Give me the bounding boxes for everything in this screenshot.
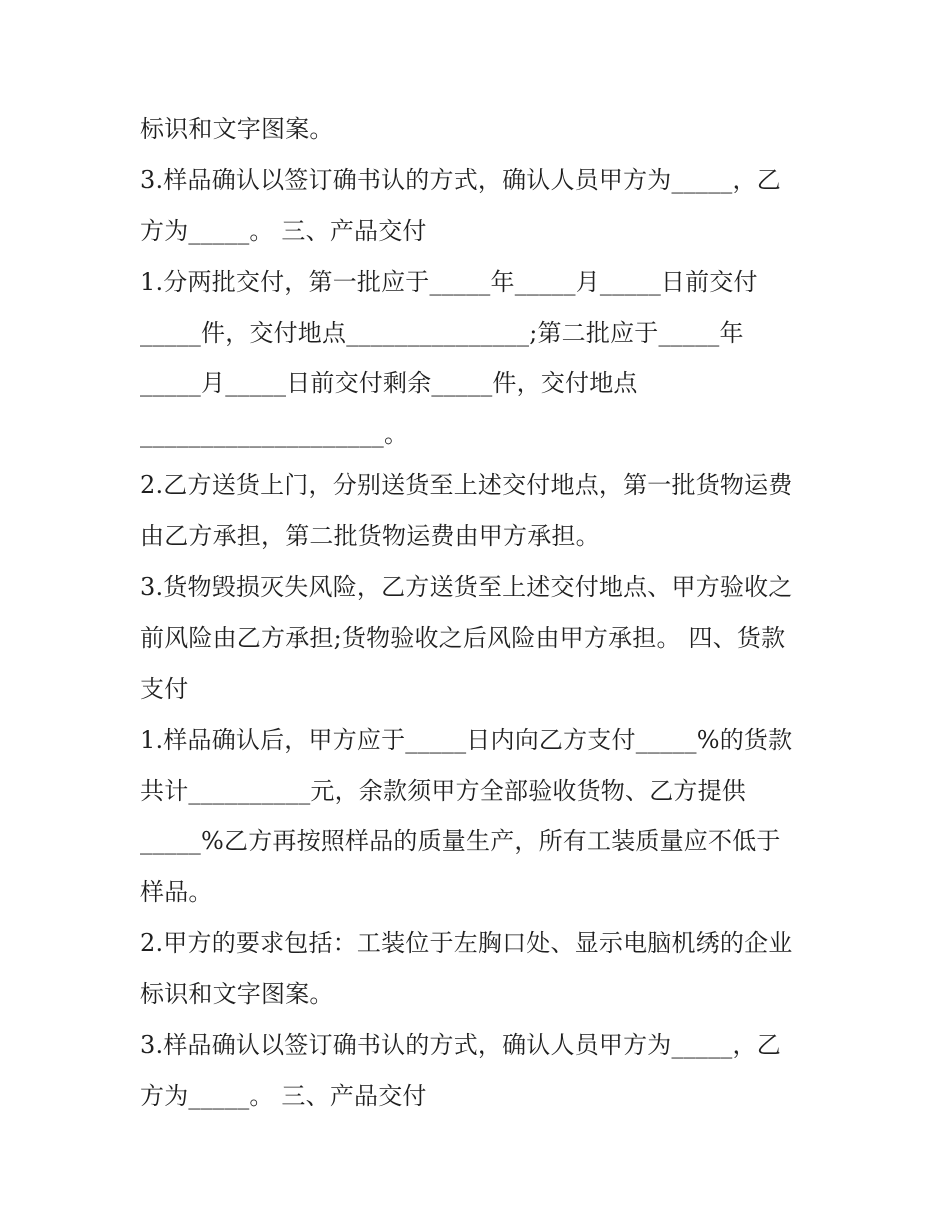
text-line: 前风险由乙方承担;货物验收之后风险由甲方承担。 四、货款 — [140, 623, 786, 652]
text-line: 标识和文字图案。 — [140, 980, 334, 1009]
text-line: 3.样品确认以签订确书认的方式，确认人员甲方为_____，乙 — [140, 165, 781, 194]
text-line: 共计__________元，余款须甲方全部验收货物、乙方提供 — [140, 776, 746, 805]
text-line: 样品。 — [140, 878, 213, 907]
text-line: _____月_____日前交付剩余_____件，交付地点 — [140, 369, 638, 398]
text-line: 3.货物毁损灭失风险，乙方送货至上述交付地点、甲方验收之 — [140, 573, 793, 602]
text-line: ____________________。 — [140, 420, 409, 449]
text-line: 2.乙方送货上门，分别送货至上述交付地点，第一批货物运费 — [140, 471, 793, 500]
text-line: _____%乙方再按照样品的质量生产，所有工装质量应不低于 — [140, 827, 781, 856]
text-line: _____件，交付地点_______________;第二批应于_____年 — [140, 318, 744, 347]
text-line: 方为_____。 三、产品交付 — [140, 1081, 427, 1110]
text-line: 标识和文字图案。 — [140, 115, 334, 143]
document-body — [140, 104, 820, 1122]
text-line: 方为_____。 三、产品交付 — [140, 216, 427, 245]
text-line: 支付 — [140, 674, 189, 703]
text-line: 2.甲方的要求包括：工装位于左胸口处、显示电脑机绣的企业 — [140, 929, 793, 958]
text-line: 3.样品确认以签订确书认的方式，确认人员甲方为_____，乙 — [140, 1031, 781, 1060]
text-line: 1.样品确认后，甲方应于_____日内向乙方支付_____%的货款 — [140, 725, 793, 754]
text-line: 1.分两批交付，第一批应于_____年_____月_____日前交付 — [140, 267, 758, 296]
text-line: 由乙方承担，第二批货物运费由甲方承担。 — [140, 522, 600, 551]
